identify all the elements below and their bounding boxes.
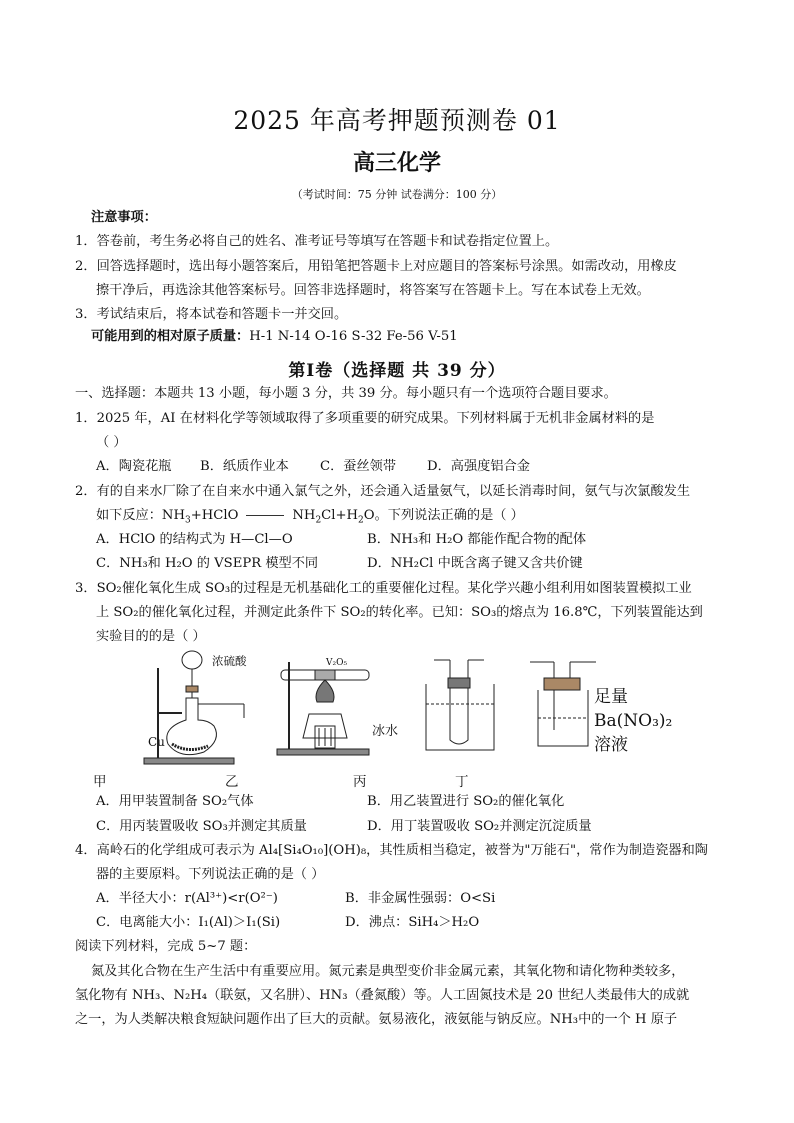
notice-item-2-cont: 擦干净后，再选涂其他答案标号。回答非选择题时，将答案写在答题卡上。写在本试卷上无效。 <box>96 283 650 298</box>
apparatus-bing-label: 丙 <box>353 774 367 790</box>
q2-reaction: 如下反应：$NH_3+HClO$ $NH_2Cl+H_2O$。下列说法正确的是（ ） <box>96 508 524 526</box>
notice-item-3: 3．考试结束后，将本试卷和答题卡一并交回。 <box>75 307 348 322</box>
label-cu: Cu <box>148 735 165 749</box>
apparatus-ding-label: 丁 <box>455 774 469 790</box>
exam-title: 2025 年高考押题预测卷 01 <box>233 106 561 135</box>
reaction-arrow <box>246 515 284 516</box>
q3-stem-2: 上 SO₂的催化氧化过程，并测定此条件下 SO₂的转化率。已知：SO₃的熔点为 16.8℃，下列装置能达到 <box>96 605 703 620</box>
q3-option-a: A．用甲装置制备 SO₂气体 <box>96 794 254 809</box>
q2-option-b: B．NH₃和 H₂O 都能作配合物的配体 <box>367 532 587 547</box>
atomic-masses <box>91 328 741 346</box>
apparatus-jia-label: 甲 <box>93 774 107 790</box>
q2-stem: 2．有的自来水厂除了在自来水中通入氯气之外，还会通入适量氨气，以延长消毒时间，氨气与次氯酸发生 <box>75 484 691 499</box>
apparatus-ding-figure <box>530 656 600 751</box>
q1-option-c: C．蚕丝领带 <box>320 459 397 474</box>
section-title: 第Ⅰ卷（选择题 共 39 分） <box>288 361 506 381</box>
exam-subject: 高三化学 <box>352 150 441 176</box>
q1-option-d: D．高强度铝合金 <box>427 459 530 474</box>
label-ice-water: 冰水 <box>372 724 399 739</box>
q3-stem-1: 3．SO₂催化氧化生成 SO₃的过程是无机基础化工的重要催化过程。某化学兴趣小组利用如图装置模拟工业 <box>75 581 692 596</box>
notice-item-1: 1．答卷前，考生务必将自己的姓名、准考证号等填写在答题卡和试卷指定位置上。 <box>75 234 559 249</box>
q4-stem-1: 4．高岭石的化学组成可表示为 Al₄[Si₄O₁₀](OH)₈，其性质相当稳定，被誉为"万能石"，常作为制造瓷器和陶 <box>75 843 708 858</box>
label-ba-excess: 足量 <box>594 687 628 707</box>
q4-option-c: C．电离能大小：I₁(Al)＞I₁(Si) <box>96 915 281 930</box>
q2-option-d: D．NH₂Cl 中既含离子键又含共价键 <box>367 556 583 571</box>
q2-option-a: A．HClO 的结构式为 H—Cl—O <box>96 532 293 547</box>
apparatus-bing-figure <box>420 656 500 756</box>
notice-item-2: 2．回答选择题时，选出每小题答案后，用铅笔把答题卡上对应题目的答案标号涂黑。如需改动，用橡皮 <box>75 259 677 274</box>
q1-blank: （ ） <box>96 435 127 450</box>
atomic-masses-values: H-1 N-14 O-16 S-32 Fe-56 V-51 <box>249 329 458 344</box>
q4-option-a: A．半径大小：r(Al³⁺)<r(O²⁻) <box>96 891 278 906</box>
q1-option-a: A．陶瓷花瓶 <box>96 459 172 474</box>
q2-option-c: C．NH₃和 H₂O 的 VSEPR 模型不同 <box>96 556 319 571</box>
atomic-masses-label: 可能用到的相对原子质量： <box>91 329 250 344</box>
q3-option-c: C．用丙装置吸收 SO₃并测定其质量 <box>96 819 307 834</box>
apparatus-yi-label: 乙 <box>225 774 239 790</box>
q3-option-d: D．用丁装置吸收 SO₂并测定沉淀质量 <box>367 819 592 834</box>
q1-stem: 1．2025 年，AI 在材料化学等领域取得了多项重要的研究成果。下列材料属于无机非金属材料的是 <box>75 411 655 426</box>
notice-heading: 注意事项： <box>91 210 157 225</box>
reading-line-1: 氮及其化合物在生产生活中有重要应用。氮元素是典型变价非金属元素，其氧化物和请化物种类较多， <box>91 964 685 979</box>
section-instruction: 一、选择题：本题共 13 小题，每小题 3 分，共 39 分。每小题只有一个选项符合题目要求。 <box>75 386 617 401</box>
reading-line-3: 之一，为人类解决粮食短缺问题作出了巨大的贡献。氨易液化，液氨能与钠反应。NH₃中的一个 H 原子 <box>75 1012 678 1027</box>
q3-option-b: B．用乙装置进行 SO₂的催化氧化 <box>367 794 565 809</box>
reading-line-2: 氢化物有 NH₃、N₂H₄（联氨，又名肼）、HN₃（叠氮酸）等。人工固氮技术是 20 世纪人类最伟大的成就 <box>75 988 690 1003</box>
label-ba-formula: Ba(NO₃)₂ <box>594 711 673 731</box>
label-conc-sulfuric-acid: 浓硫酸 <box>212 654 247 668</box>
q4-stem-2: 器的主要原料。下列说法正确的是（ ） <box>96 867 325 882</box>
q1-option-b: B．纸质作业本 <box>200 459 289 474</box>
q3-stem-3: 实验目的的是（ ） <box>96 629 206 644</box>
label-v2o5: V₂O₅ <box>326 658 348 668</box>
exam-meta: （考试时间：75 分钟 试卷满分：100 分） <box>291 188 503 201</box>
reading-heading: 阅读下列材料，完成 5~7 题： <box>75 939 257 954</box>
q4-option-b: B．非金属性强弱：O<Si <box>345 891 496 906</box>
apparatus-yi-figure <box>275 652 375 757</box>
label-ba-solution: 溶液 <box>594 735 628 755</box>
q4-option-d: D．沸点：SiH₄＞H₂O <box>345 915 480 930</box>
